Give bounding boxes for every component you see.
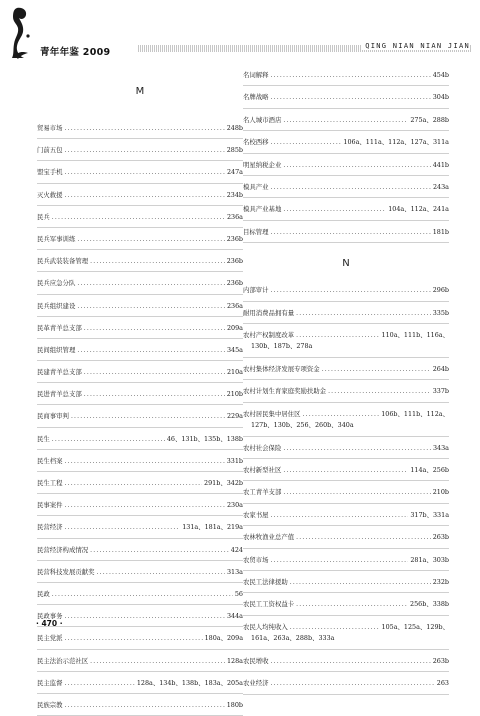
- index-term: 民事案件: [37, 501, 63, 510]
- index-column-right: [243, 64, 449, 695]
- index-entry-line: [243, 109, 449, 126]
- dot-leader: [52, 435, 165, 445]
- index-term: 农村计划生育家庭奖励扶助金: [243, 387, 327, 396]
- index-entry: [243, 403, 449, 437]
- index-entry: [37, 583, 243, 605]
- index-term: 农工青羊支部: [243, 488, 282, 497]
- index-term: 农村居民集中居住区: [243, 409, 301, 418]
- index-entry-line: [37, 450, 243, 467]
- index-term: 民营科技发展贡献奖: [37, 567, 95, 576]
- index-pages: 337b: [432, 387, 449, 396]
- index-entry: [243, 593, 449, 615]
- index-entry: [37, 361, 243, 383]
- index-pages: 131a、181a、219a: [182, 523, 243, 532]
- index-pages: 181b: [432, 227, 449, 236]
- index-term: 农村社会保险: [243, 443, 282, 452]
- index-pages: 114a、256b: [410, 466, 449, 475]
- index-pages: 236a: [226, 301, 243, 310]
- dot-leader: [65, 146, 225, 156]
- index-entry: [37, 605, 243, 627]
- index-pages: 263: [436, 679, 449, 688]
- index-list-n: [243, 279, 449, 694]
- index-entry: [243, 650, 449, 672]
- index-pages: 236b: [226, 279, 243, 288]
- dot-leader: [84, 324, 225, 334]
- index-term: 民兵组织建设: [37, 301, 76, 310]
- index-entry-line: [243, 131, 449, 148]
- index-term: 民生: [37, 434, 50, 443]
- index-term: 贸易市场: [37, 124, 63, 132]
- dot-leader: [65, 124, 225, 134]
- index-pages: 104a、112a、241a: [388, 205, 449, 214]
- index-entry: [37, 561, 243, 583]
- index-pages: 317b、331a: [410, 510, 449, 519]
- index-term: 模具产业基地: [243, 205, 282, 214]
- index-entry: [243, 358, 449, 380]
- index-term: 盟宝手机: [37, 168, 63, 177]
- index-entry-line: [243, 380, 449, 397]
- dot-leader: [283, 161, 430, 171]
- dot-leader: [283, 205, 386, 215]
- dot-leader: [271, 679, 435, 689]
- index-term: 民主党派: [37, 634, 63, 643]
- index-entry-line: [37, 117, 243, 134]
- dot-leader: [290, 623, 380, 633]
- dot-leader: [271, 93, 431, 103]
- index-term: 民生档案: [37, 456, 63, 465]
- index-entry: [37, 250, 243, 272]
- index-entry: [243, 504, 449, 526]
- index-entry: [243, 437, 449, 459]
- index-entry-line: [243, 650, 449, 667]
- dot-leader: [271, 71, 431, 81]
- index-pages: 291b、342b: [204, 479, 243, 487]
- index-entry-line: [37, 405, 243, 422]
- dot-leader: [271, 286, 431, 296]
- index-entry-line: [37, 228, 243, 245]
- dot-leader: [77, 302, 225, 312]
- index-entry-line: [243, 403, 449, 420]
- index-entry-line: [37, 361, 243, 378]
- dot-leader: [296, 331, 379, 341]
- index-pages-continued: 127b、130b、256、260b、340a: [251, 420, 354, 429]
- index-entry: [37, 117, 243, 139]
- index-entry: [37, 206, 243, 228]
- index-term: 门前五包: [37, 146, 63, 155]
- index-pages: 105a、125a、129b、: [381, 622, 449, 631]
- index-entry: [243, 549, 449, 571]
- index-pages: 454b: [432, 71, 449, 79]
- index-term: 民营经济: [37, 523, 63, 532]
- index-entry-line: [243, 154, 449, 171]
- index-entry-line: [37, 161, 243, 178]
- index-entry: [37, 317, 243, 339]
- dot-leader: [90, 657, 225, 667]
- dot-leader: [271, 511, 409, 521]
- index-entry-line: [243, 504, 449, 521]
- index-pages: 263b: [432, 656, 449, 665]
- index-pages: 331b: [226, 456, 243, 465]
- index-pages: 313a: [226, 567, 243, 576]
- yearbook-logo-icon: [8, 6, 34, 60]
- index-pages: 247a: [226, 168, 243, 177]
- index-entry: [243, 616, 449, 650]
- index-entry-line: [37, 184, 243, 201]
- index-entry: [243, 380, 449, 402]
- index-entry-line: [37, 605, 243, 622]
- index-term: 农家书屋: [243, 510, 269, 519]
- dot-leader: [283, 488, 430, 498]
- index-entry: [37, 184, 243, 206]
- index-list-m-continued: [243, 64, 449, 243]
- index-term: 耐用消费品拥有量: [243, 308, 295, 317]
- index-pages: 128a、134b、138b、183a、205a: [136, 678, 243, 687]
- dot-leader: [90, 546, 229, 556]
- index-entry: [243, 672, 449, 694]
- index-term: 民间组织管理: [37, 345, 76, 354]
- dot-leader: [65, 191, 225, 201]
- page-header: [0, 0, 480, 62]
- index-term: 民兵武装装备管理: [37, 257, 89, 266]
- index-entry: [243, 154, 449, 176]
- dot-leader: [65, 501, 225, 511]
- index-pages: 234b: [226, 190, 243, 199]
- dot-leader: [84, 368, 225, 378]
- index-term: 明星纳税企业: [243, 160, 282, 169]
- index-pages: 128a: [226, 656, 243, 665]
- index-pages: 209a: [226, 323, 243, 332]
- index-term: 农村集体经济发展专项资金: [243, 364, 320, 373]
- index-entry: [37, 539, 243, 561]
- index-entry: [37, 650, 243, 672]
- index-term: 民营经济构成情况: [37, 545, 89, 554]
- index-pages: 424: [230, 545, 243, 554]
- index-term: 民商事审判: [37, 412, 69, 421]
- index-term: 农村产权制度改革: [243, 330, 295, 339]
- index-term: 民兵军事训练: [37, 234, 76, 243]
- dot-leader: [77, 346, 225, 356]
- index-entry-line: [37, 339, 243, 356]
- index-pages: 263b: [432, 533, 449, 542]
- index-pages: 285b: [226, 146, 243, 155]
- index-entry-line: [37, 272, 243, 289]
- index-entry-line: [243, 279, 449, 296]
- dot-leader: [65, 479, 202, 489]
- index-entry: [243, 324, 449, 358]
- index-term: 民主监督: [37, 678, 63, 687]
- dot-leader: [271, 556, 409, 566]
- dot-leader: [328, 387, 431, 397]
- index-entry-line: [37, 627, 243, 644]
- index-pages: 296b: [432, 286, 449, 295]
- index-term: 民族宗教: [37, 700, 63, 709]
- index-pages: 56: [234, 589, 243, 598]
- dot-leader: [71, 412, 225, 422]
- header-latin-title: QING NIAN NIAN JIAN: [362, 42, 470, 50]
- index-term: 名校西移: [243, 138, 269, 147]
- index-entry-line: [37, 383, 243, 400]
- index-entry-line: [37, 583, 243, 600]
- index-term: 内部审计: [243, 286, 269, 295]
- dot-leader: [52, 590, 233, 600]
- index-term: 民兵: [37, 212, 50, 221]
- index-entry-line: [243, 176, 449, 193]
- index-term: 灭火救援: [37, 190, 63, 199]
- index-term: 民革青羊总支部: [37, 323, 82, 332]
- index-pages: 230a: [226, 501, 243, 510]
- dot-leader: [65, 168, 225, 178]
- dot-leader: [77, 235, 224, 245]
- index-entry-line: [243, 64, 449, 81]
- index-entry-line: [243, 86, 449, 103]
- dot-leader: [296, 309, 431, 319]
- index-pages: 110a、111b、116a、: [381, 330, 449, 339]
- index-term: 民兵应急分队: [37, 279, 76, 288]
- index-entry-line: [243, 593, 449, 610]
- index-pages: 335b: [432, 308, 449, 317]
- index-term: 名人城市酒店: [243, 115, 282, 124]
- dot-leader: [65, 612, 225, 622]
- index-entry: [243, 176, 449, 198]
- dot-leader: [296, 600, 408, 610]
- page-number: · 470 ·: [36, 619, 63, 628]
- index-pages: 345a: [226, 345, 243, 354]
- index-entry: [243, 131, 449, 153]
- dot-leader: [290, 578, 431, 588]
- dot-leader: [65, 701, 225, 711]
- index-entry-line: [243, 481, 449, 498]
- index-entry-line: [37, 317, 243, 334]
- index-entry: [243, 571, 449, 593]
- index-entry-line: [243, 526, 449, 543]
- index-pages: 281a、303b: [410, 555, 449, 564]
- index-term: 农业经济: [243, 679, 269, 688]
- index-pages: 344a: [226, 612, 243, 621]
- index-pages: 232b: [432, 578, 449, 587]
- index-entry-line: [243, 324, 449, 341]
- index-term: 民生工程: [37, 479, 63, 487]
- index-pages: 264b: [432, 364, 449, 373]
- index-entry-line: [243, 198, 449, 215]
- index-entry-line: [243, 571, 449, 588]
- index-entry-line: [37, 206, 243, 223]
- index-entry-line: [243, 672, 449, 689]
- index-term: 农民人均纯收入: [243, 622, 288, 631]
- index-term: 农民工工资权益卡: [243, 600, 295, 609]
- index-entry-line: [37, 139, 243, 156]
- dot-leader: [271, 228, 431, 238]
- index-entry: [37, 672, 243, 694]
- index-entry: [243, 279, 449, 301]
- dot-leader: [77, 279, 224, 289]
- index-column-left: [37, 64, 243, 716]
- dot-leader: [271, 183, 431, 193]
- index-term: 农民工法律援助: [243, 578, 288, 587]
- index-term: 农民增收: [243, 656, 269, 665]
- index-pages-continued: 161a、263a、288b、333a: [251, 633, 335, 642]
- index-term: 目标管理: [243, 227, 269, 236]
- index-entry: [243, 221, 449, 243]
- dot-leader: [296, 533, 431, 543]
- index-pages: 304b: [432, 93, 449, 102]
- index-term: 民政事务: [37, 612, 63, 621]
- index-term: 农林牧渔业总产值: [243, 533, 295, 542]
- index-entry-line: [243, 358, 449, 375]
- index-entry: [243, 109, 449, 131]
- index-entry: [37, 295, 243, 317]
- index-pages: 275a、288b: [410, 115, 449, 124]
- index-entry: [243, 86, 449, 108]
- index-pages: 106a、111a、112a、127a、311a: [343, 138, 449, 147]
- index-term: 名词解释: [243, 71, 269, 79]
- index-term: 民主法治示范社区: [37, 656, 89, 665]
- index-pages: 210a: [226, 368, 243, 377]
- index-entry: [37, 405, 243, 427]
- index-pages-continued: 130b、187b、278a: [251, 341, 313, 350]
- dot-leader: [283, 466, 408, 476]
- index-pages: 210b: [432, 488, 449, 497]
- index-entry: [243, 64, 449, 86]
- section-letter-n: N: [342, 258, 350, 270]
- index-entry-line: [37, 295, 243, 312]
- index-entry-line: [243, 459, 449, 476]
- index-entry: [37, 694, 243, 716]
- dot-leader: [65, 457, 225, 467]
- index-entry: [243, 302, 449, 324]
- index-entry: [243, 198, 449, 220]
- index-pages: 236b: [226, 257, 243, 266]
- index-list-m: [37, 117, 243, 716]
- index-entry: [37, 228, 243, 250]
- header-title: 青年年鉴 2009: [40, 47, 111, 58]
- dot-leader: [84, 390, 225, 400]
- index-term: 农贸市场: [243, 555, 269, 564]
- index-pages: 106b、111b、112a、: [381, 409, 449, 418]
- index-pages: 243a: [432, 182, 449, 191]
- index-entry-line: [37, 494, 243, 511]
- index-entry: [37, 516, 243, 538]
- index-entry: [243, 526, 449, 548]
- index-entry: [37, 450, 243, 472]
- dot-leader: [52, 213, 225, 223]
- index-entry-line: [243, 302, 449, 319]
- index-entry-line: [37, 694, 243, 711]
- index-pages: 180a、209a: [204, 634, 243, 643]
- index-entry-line: [37, 516, 243, 533]
- index-pages: 248b: [226, 124, 243, 132]
- index-entry-line: [243, 221, 449, 238]
- index-entry: [37, 339, 243, 361]
- index-entry-line: [37, 428, 243, 445]
- index-entry-line: [243, 437, 449, 454]
- index-term: 民进青羊总支部: [37, 390, 82, 399]
- index-term: 名牌战略: [243, 93, 269, 102]
- index-entry-line: [243, 616, 449, 633]
- index-entry: [37, 428, 243, 450]
- index-entry: [243, 481, 449, 503]
- index-pages: 236b: [226, 234, 243, 243]
- index-entry-line: [37, 650, 243, 667]
- dot-leader: [65, 634, 203, 644]
- index-pages: 343a: [432, 443, 449, 452]
- index-entry: [37, 494, 243, 516]
- index-term: 民建青羊总支部: [37, 368, 82, 377]
- index-term: 民政: [37, 589, 50, 598]
- index-pages: 229a: [226, 412, 243, 421]
- index-pages: 46、131b、135b、138b: [166, 434, 243, 443]
- index-entry: [37, 383, 243, 405]
- dot-leader: [90, 257, 225, 267]
- dot-leader: [65, 523, 181, 533]
- index-pages: 180b: [226, 700, 243, 709]
- dot-leader: [303, 410, 380, 420]
- index-entry: [37, 139, 243, 161]
- index-entry-line: [37, 672, 243, 689]
- index-entry-line: [37, 561, 243, 578]
- dot-leader: [322, 365, 431, 375]
- index-entry-line: [37, 539, 243, 556]
- index-entry: [37, 472, 243, 494]
- index-pages: 236a: [226, 212, 243, 221]
- dot-leader: [283, 444, 431, 454]
- index-entry: [243, 459, 449, 481]
- index-entry: [37, 627, 243, 649]
- dot-leader: [271, 657, 431, 667]
- dot-leader: [97, 568, 225, 578]
- dot-leader: [271, 138, 342, 148]
- index-entry-line: [37, 250, 243, 267]
- index-entry-line: [37, 472, 243, 489]
- index-pages: 441b: [432, 160, 449, 169]
- dot-leader: [283, 116, 408, 126]
- index-entry: [37, 272, 243, 294]
- index-term: 模具产业: [243, 182, 269, 191]
- index-pages: 256b、338b: [410, 600, 449, 609]
- index-pages: 210b: [226, 390, 243, 399]
- section-letter-m: M: [135, 86, 145, 97]
- index-entry: [37, 161, 243, 183]
- index-term: 农村新型社区: [243, 466, 282, 475]
- index-entry-line: [243, 549, 449, 566]
- dot-leader: [65, 679, 135, 689]
